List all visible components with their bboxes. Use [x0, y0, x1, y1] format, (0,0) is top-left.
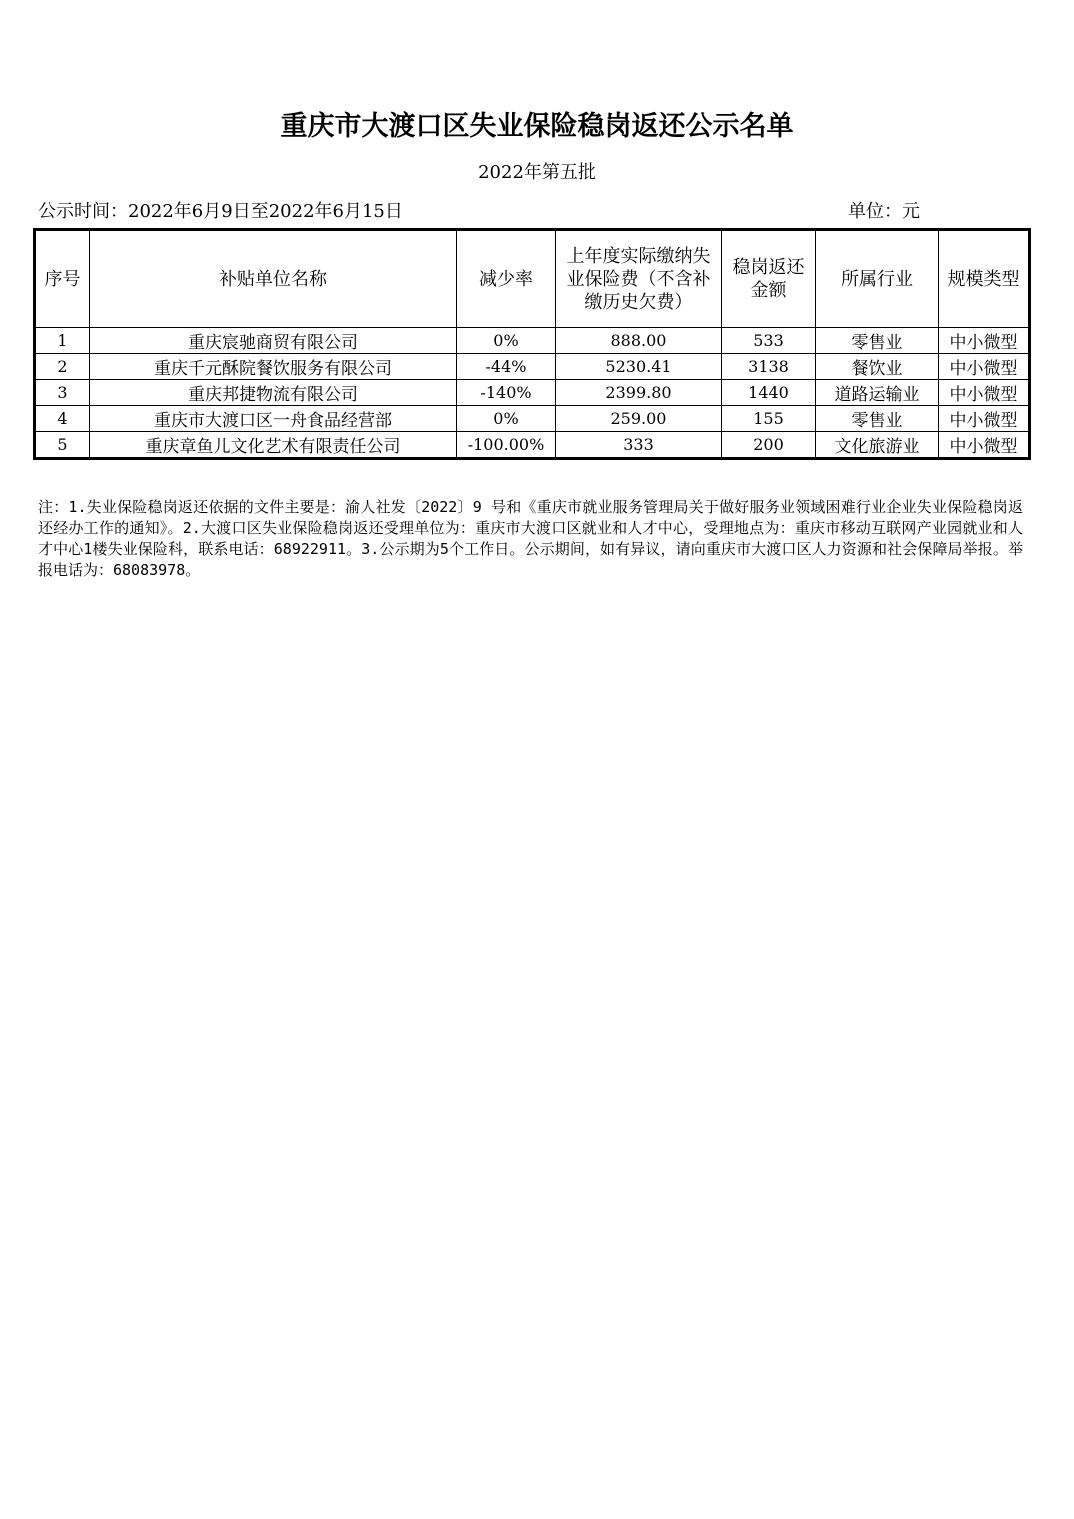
- cell-scale-type: 中小微型: [939, 328, 1030, 354]
- cell-refund-amount: 155: [722, 406, 816, 432]
- cell-company-name: 重庆千元酥院餐饮服务有限公司: [90, 354, 457, 380]
- cell-index: 5: [35, 432, 90, 459]
- cell-company-name: 重庆市大渡口区一舟食品经营部: [90, 406, 457, 432]
- table-row: [35, 354, 1030, 380]
- cell-reduction-rate: -100.00%: [457, 432, 556, 459]
- subsidy-table: [33, 228, 1031, 460]
- batch-subtitle: 2022年第五批: [478, 162, 596, 183]
- cell-refund-amount: 1440: [722, 380, 816, 406]
- cell-reduction-rate: -140%: [457, 380, 556, 406]
- table-row: [35, 406, 1030, 432]
- cell-insurance-paid: 2399.80: [556, 380, 722, 406]
- table-row: [35, 432, 1030, 459]
- cell-company-name: 重庆章鱼儿文化艺术有限责任公司: [90, 432, 457, 459]
- cell-scale-type: 中小微型: [939, 406, 1030, 432]
- cell-insurance-paid: 259.00: [556, 406, 722, 432]
- cell-insurance-paid: 333: [556, 432, 722, 459]
- header-industry: 所属行业: [816, 230, 939, 328]
- cell-refund-amount: 200: [722, 432, 816, 459]
- header-insurance-paid: 上年度实际缴纳失业保险费（不含补缴历史欠费）: [556, 230, 722, 328]
- header-reduction-rate: 减少率: [457, 230, 556, 328]
- publish-period: 公示时间：2022年6月9日至2022年6月15日: [38, 201, 403, 222]
- table-row: [35, 380, 1030, 406]
- cell-company-name: 重庆邦捷物流有限公司: [90, 380, 457, 406]
- cell-industry: 零售业: [816, 406, 939, 432]
- cell-insurance-paid: 888.00: [556, 328, 722, 354]
- cell-refund-amount: 533: [722, 328, 816, 354]
- cell-industry: 道路运输业: [816, 380, 939, 406]
- cell-company-name: 重庆宸驰商贸有限公司: [90, 328, 457, 354]
- header-company-name: 补贴单位名称: [90, 230, 457, 328]
- cell-scale-type: 中小微型: [939, 354, 1030, 380]
- table-row: [35, 328, 1030, 354]
- table-header-row: [35, 230, 1030, 328]
- currency-unit: 单位：元: [848, 201, 920, 222]
- cell-refund-amount: 3138: [722, 354, 816, 380]
- cell-index: 2: [35, 354, 90, 380]
- cell-index: 4: [35, 406, 90, 432]
- cell-reduction-rate: 0%: [457, 406, 556, 432]
- cell-index: 3: [35, 380, 90, 406]
- cell-reduction-rate: -44%: [457, 354, 556, 380]
- header-index: 序号: [35, 230, 90, 328]
- header-scale-type: 规模类型: [939, 230, 1030, 328]
- cell-index: 1: [35, 328, 90, 354]
- cell-reduction-rate: 0%: [457, 328, 556, 354]
- cell-insurance-paid: 5230.41: [556, 354, 722, 380]
- cell-industry: 文化旅游业: [816, 432, 939, 459]
- cell-scale-type: 中小微型: [939, 380, 1030, 406]
- header-refund-amount: 稳岗返还金额: [722, 230, 816, 328]
- cell-scale-type: 中小微型: [939, 432, 1030, 459]
- cell-industry: 零售业: [816, 328, 939, 354]
- document-title: 重庆市大渡口区失业保险稳岗返还公示名单: [280, 111, 794, 142]
- cell-industry: 餐饮业: [816, 354, 939, 380]
- footnote: 注：1.失业保险稳岗返还依据的文件主要是：渝人社发〔2022〕9 号和《重庆市就业服务管理局关于做好服务业领域困难行业企业失业保险稳岗返还经办工作的通知》。2.大渡口区失业保险稳岗返还受理单位为：重庆市大渡口区就业和人才中心，受理地点为：重庆市移动互联网产业园就业和人才中心1楼失业保险科，联系电话：68922911。3.公示期为5个工作日。公示期间，如有异议，请向重庆市大渡口区人力资源和社会保障局举报。举报电话为：68083978。: [38, 498, 1023, 579]
